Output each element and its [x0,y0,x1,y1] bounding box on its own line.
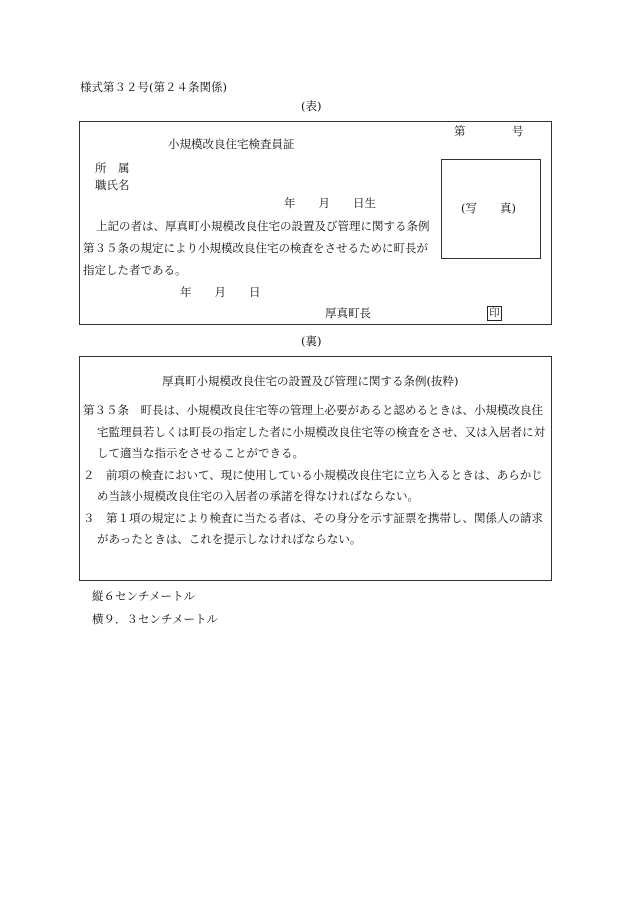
seal-mark: 印 [487,306,502,321]
back-card-title: 厚真町小規模改良住宅の設置及び管理に関する条例(抜粋) [162,374,459,388]
article-35: 第３５条 町長は、小規模改良住宅等の管理上必要があると認めるときは、小規模改良住宅監理員若しくは町長の指定した者に小規模改良住宅等の検査をさせ、又は入居者に対して適当な指示をさせることができる。 [83,403,546,460]
birth-date: 年 月 日生 [284,196,376,210]
issue-date: 年 月 日 [180,285,261,299]
front-card-title: 小規模改良住宅検査員証 [168,137,295,151]
article-35-para-2: ２ 前項の検査において、現に使用している小規模改良住宅に立ち入るときは、あらかじめ当該小規模改良住宅の入居者の承諾を得なければならない。 [83,467,543,503]
front-body-line-3: 指定した者である。 [83,263,187,277]
height-spec: 縦６センチメートル [92,589,196,603]
form-label: 様式第３２号(第２４条関係) [80,80,227,94]
front-body-line-2: 第３５条の規定により小規模改良住宅の検査をさせるために町長が [83,241,428,255]
number-dai: 第 [454,124,466,138]
name-label: 職氏名 [95,178,130,192]
issuer: 厚真町長 [325,306,371,320]
width-spec: 横９．３センチメートル [92,612,219,626]
front-side-label: (表) [301,99,322,113]
ordinance-excerpt [83,400,549,551]
affiliation-label: 所 属 [95,161,130,175]
number-go: 号 [512,124,524,138]
article-35-para-3: ３ 第１項の規定により検査に当たる者は、その身分を示す証票を携帯し、関係人の請求があったときは、これを提示しなければならない。 [83,510,543,546]
back-side-label: (裏) [301,334,322,348]
front-body-line-1: 上記の者は、厚真町小規模改良住宅の設置及び管理に関する条例 [96,219,430,233]
photo-label: (写 真) [461,201,516,215]
